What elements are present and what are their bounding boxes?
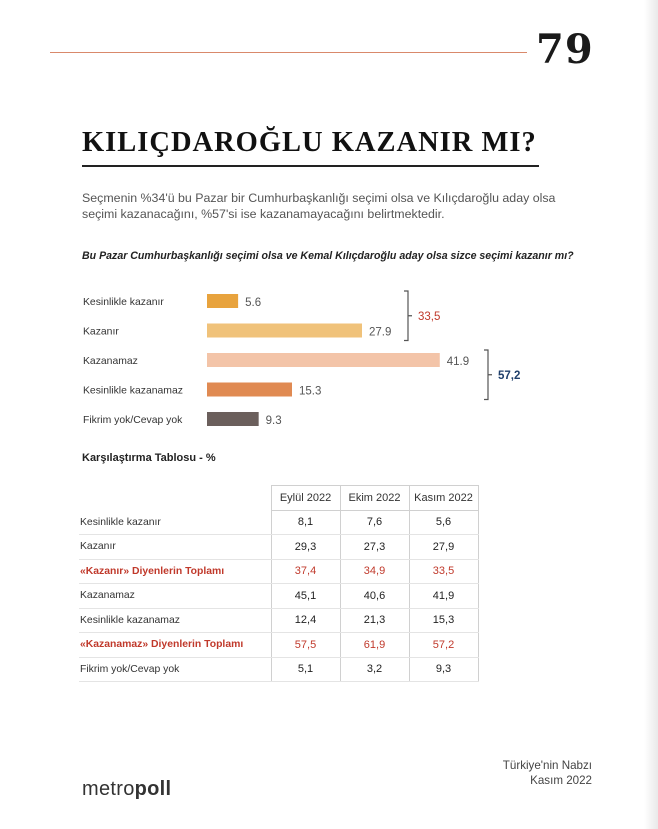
table-row xyxy=(79,559,478,584)
row-label: Kazanır xyxy=(79,535,271,560)
category-label: Kesinlikle kazanır xyxy=(83,297,164,308)
table-header-row xyxy=(79,486,478,511)
bar-value-label: 41.9 xyxy=(446,356,470,368)
group-total-label: 57,2 xyxy=(498,369,521,382)
group-bracket xyxy=(404,291,412,341)
bar xyxy=(207,353,440,367)
title-underline xyxy=(82,165,539,167)
row-label: Kesinlikle kazanamaz xyxy=(79,608,271,633)
source-note xyxy=(503,758,592,788)
bar-value-label: 9.3 xyxy=(265,415,282,427)
table-cell: 15,3 xyxy=(409,608,478,633)
table-row xyxy=(79,510,478,535)
header-rule xyxy=(50,52,527,53)
table-cell: 61,9 xyxy=(340,633,409,658)
table-row xyxy=(79,608,478,633)
row-label: Kesinlikle kazanır xyxy=(79,510,271,535)
table-cell: 33,5 xyxy=(409,559,478,584)
table-cell: 45,1 xyxy=(271,584,340,609)
group-bracket xyxy=(484,350,492,400)
table-row xyxy=(79,633,478,658)
comparison-title: Karşılaştırma Tablosu - % xyxy=(82,452,216,464)
table-cell: 27,9 xyxy=(409,535,478,560)
table-cell: 7,6 xyxy=(340,510,409,535)
group-total-label: 33,5 xyxy=(418,310,441,323)
column-header-ekim: Ekim 2022 xyxy=(340,486,409,511)
column-header-eylul: Eylül 2022 xyxy=(271,486,340,511)
table-cell: 5,6 xyxy=(409,510,478,535)
table-cell: 12,4 xyxy=(271,608,340,633)
row-label: «Kazanır» Diyenlerin Toplamı xyxy=(79,559,271,584)
source-title: Türkiye'nin Nabzı xyxy=(502,759,592,772)
bar-value-label: 5.6 xyxy=(245,297,262,309)
table-cell: 57,2 xyxy=(409,633,478,658)
bar xyxy=(207,294,238,308)
table-header-blank xyxy=(79,486,271,511)
table-row xyxy=(79,657,478,682)
comparison-table xyxy=(79,485,479,682)
table-cell: 40,6 xyxy=(340,584,409,609)
table-cell: 9,3 xyxy=(409,657,478,682)
bar xyxy=(207,412,259,426)
category-label: Fikrim yok/Cevap yok xyxy=(83,415,183,426)
bar-value-label: 15.3 xyxy=(299,385,322,398)
comparison-table-body xyxy=(79,510,478,682)
table-cell: 27,3 xyxy=(340,535,409,560)
table-cell: 37,4 xyxy=(271,559,340,584)
category-label: Kesinlikle kazanamaz xyxy=(83,385,183,397)
row-label: Fikrim yok/Cevap yok xyxy=(79,657,271,682)
logo-part-regular: metro xyxy=(82,778,135,800)
bar xyxy=(207,324,362,338)
column-header-kasim: Kasım 2022 xyxy=(409,486,478,511)
table-cell: 8,1 xyxy=(271,510,340,535)
intro-text: Seçmenin %34'ü bu Pazar bir Cumhurbaşkanlığı seçimi olsa ve Kılıçdaroğlu aday olsa seçimi kazanacağını, %57'si ise kazanamayacağını belirtmektedir. xyxy=(82,191,556,221)
page-edge-shadow xyxy=(644,0,658,829)
table-cell: 3,2 xyxy=(340,657,409,682)
category-label: Kazanır xyxy=(83,326,119,338)
bar-chart xyxy=(0,285,600,435)
table-cell: 5,1 xyxy=(271,657,340,682)
row-label: Kazanamaz xyxy=(79,584,271,609)
table-row xyxy=(79,584,478,609)
bar-value-label: 27.9 xyxy=(369,326,392,339)
table-cell: 57,5 xyxy=(271,633,340,658)
table-cell: 29,3 xyxy=(271,535,340,560)
page-number: 79 xyxy=(536,26,594,73)
metropoll-logo xyxy=(82,778,171,801)
table-row xyxy=(79,535,478,560)
table-cell: 34,9 xyxy=(340,559,409,584)
bar xyxy=(207,383,292,397)
page-title: KILIÇDAROĞLU KAZANIR MI? xyxy=(82,127,537,158)
survey-question: Bu Pazar Cumhurbaşkanlığı seçimi olsa ve Kemal Kılıçdaroğlu aday olsa sizce seçimi kazanır mı? xyxy=(82,250,574,262)
category-label: Kazanamaz xyxy=(83,356,138,367)
table-cell: 21,3 xyxy=(340,608,409,633)
table-cell: 41,9 xyxy=(409,584,478,609)
logo-part-bold: poll xyxy=(134,778,172,800)
row-label: «Kazanamaz» Diyenlerin Toplamı xyxy=(79,633,271,658)
source-date: Kasım 2022 xyxy=(530,774,592,787)
